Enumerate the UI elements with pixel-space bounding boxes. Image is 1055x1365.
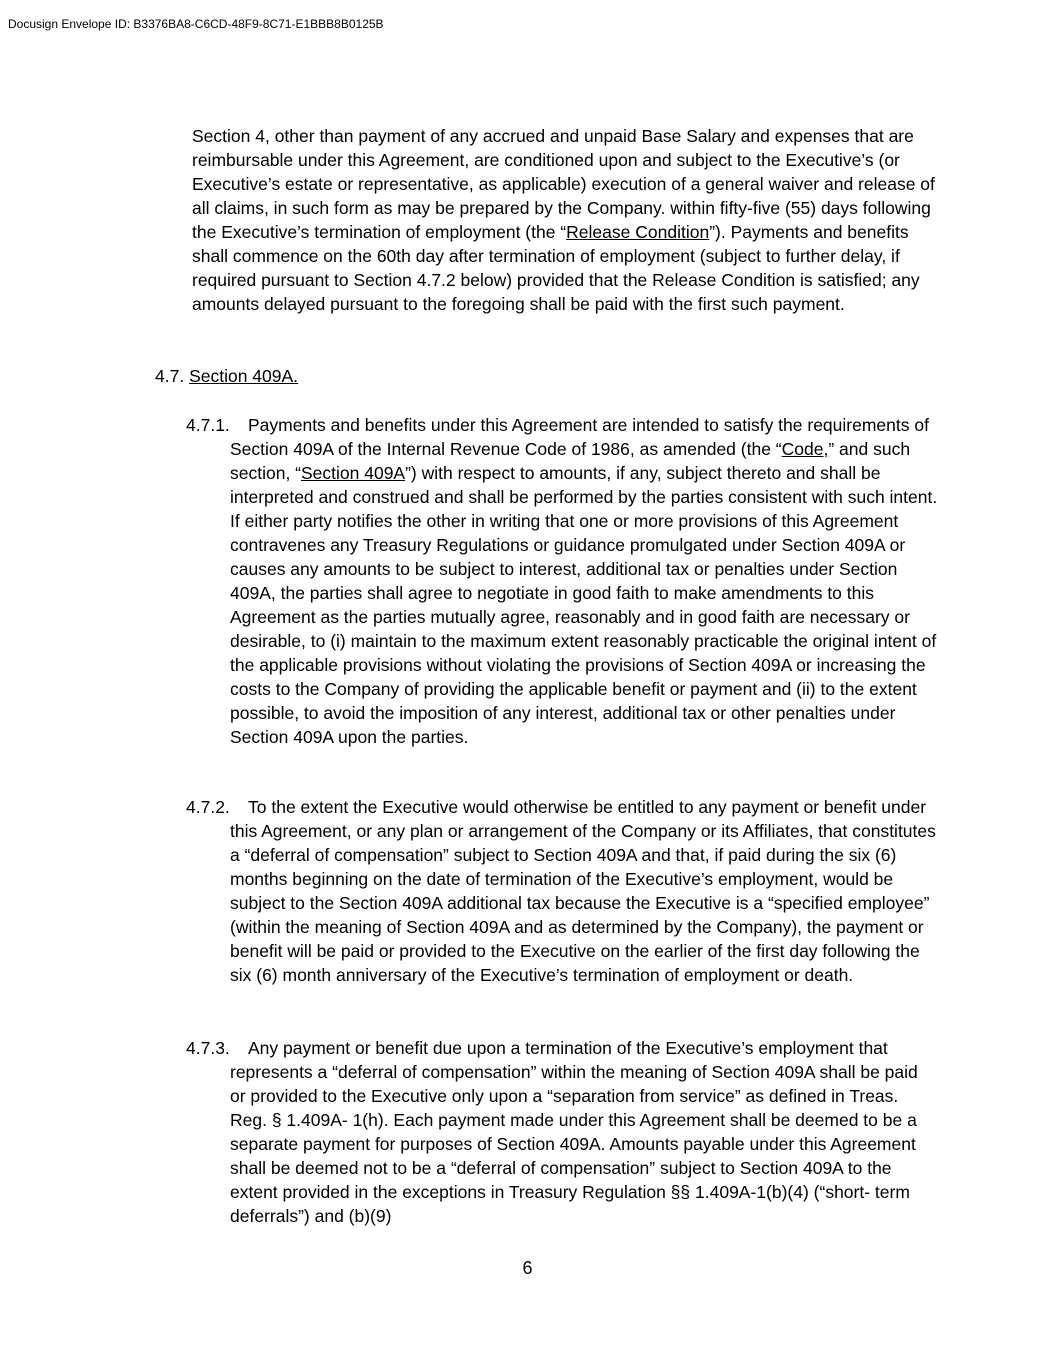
- subsection-text: Any payment or benefit due upon a termination of the Executive’s employment that represents a “deferral of compensation” within the meaning of Section 409A shall be paid or provided to the Executive only upon a “separation from service” as defined in Treas. Reg. § 1.409A- 1(h). Each payment made under this Agreement shall be deemed to be a separate payment for purposes of Section 409A. Amounts payable under this Agreement shall be deemed not to be a “deferral of compensation” subject to Section 409A to the extent provided in the exceptions in Treasury Regulation §§ 1.409A-1(b)(4) (“short- term deferrals”) and (b)(9): [230, 1038, 918, 1226]
- code-term: Code,: [781, 439, 829, 459]
- docusign-envelope-id: Docusign Envelope ID: B3376BA8-C6CD-48F9-8C71-E1BBB8B0125B: [8, 17, 384, 31]
- subsection-text-c: ”) with respect to amounts, if any, subject thereto and shall be interpreted and construed and shall be performed by the parties consistent with such intent. If either party notifies the other in writing that one or more provisions of this Agreement contravenes any Treasury Regulations or guidance promulgated under Section 409A or causes any amounts to be subject to interest, additional tax or penalties under Section 409A, the parties shall agree to negotiate in good faith to make amendments to this Agreement as the parties mutually agree, reasonably and in good faith are necessary or desirable, to (i) maintain to the maximum extent reasonably practicable the original intent of the applicable provisions without violating the provisions of Section 409A or increasing the costs to the Company of providing the applicable benefit or payment and (ii) to the extent possible, to avoid the imposition of any interest, additional tax or other penalties under Section 409A upon the parties.: [230, 463, 938, 747]
- section-409a-term: Section 409A: [301, 463, 406, 483]
- subsection-number: 4.7.3.: [186, 1038, 230, 1058]
- continuation-paragraph: [192, 124, 937, 316]
- subsection-text-a: Payments and benefits under this Agreement are intended to satisfy the requirements of Section 409A of the Internal Revenue Code of 1986, as amended (the “: [230, 415, 929, 459]
- section-heading: [155, 364, 298, 388]
- subsection-number: 4.7.2.: [186, 797, 230, 817]
- section-number: 4.7.: [155, 366, 185, 386]
- subsection-4-7-2: [186, 795, 938, 987]
- subsection-4-7-1: [186, 413, 938, 749]
- release-condition-term: Release Condition: [566, 222, 710, 242]
- subsection-number: 4.7.1.: [186, 415, 230, 435]
- subsection-text: To the extent the Executive would otherwise be entitled to any payment or benefit under this Agreement, or any plan or arrangement of the Company or its Affiliates, that constitutes a “deferral of compensation” subject to Section 409A and that, if paid during the six (6) months beginning on the date of termination of the Executive’s employment, would be subject to the Section 409A additional tax because the Executive is a “specified employee” (within the meaning of Section 409A and as determined by the Company), the payment or benefit will be paid or provided to the Executive on the earlier of the first day following the six (6) month anniversary of the Executive’s termination of employment or death.: [230, 797, 936, 985]
- subsection-4-7-3: [186, 1036, 938, 1228]
- subsection-text-b: ” and such section, “: [230, 439, 911, 483]
- continuation-text-before: Section 4, other than payment of any accrued and unpaid Base Salary and expenses that are reimbursable under this Agreement, are conditioned upon and subject to the Executive’s (or Executive’s estate or representative, as applicable) execution of a general waiver and release of all claims, in such form as may be prepared by the Company. within fifty-five (55) days following the Executive’s termination of employment (the “: [192, 126, 935, 242]
- section-title: Section 409A.: [189, 366, 299, 386]
- page-number: 6: [522, 1258, 533, 1278]
- continuation-text-after: ”). Payments and benefits shall commence on the 60th day after termination of employment (subject to further delay, if required pursuant to Section 4.7.2 below) provided that the Release Condition is satisfied; any amounts delayed pursuant to the foregoing shall be paid with the first such payment.: [192, 222, 920, 314]
